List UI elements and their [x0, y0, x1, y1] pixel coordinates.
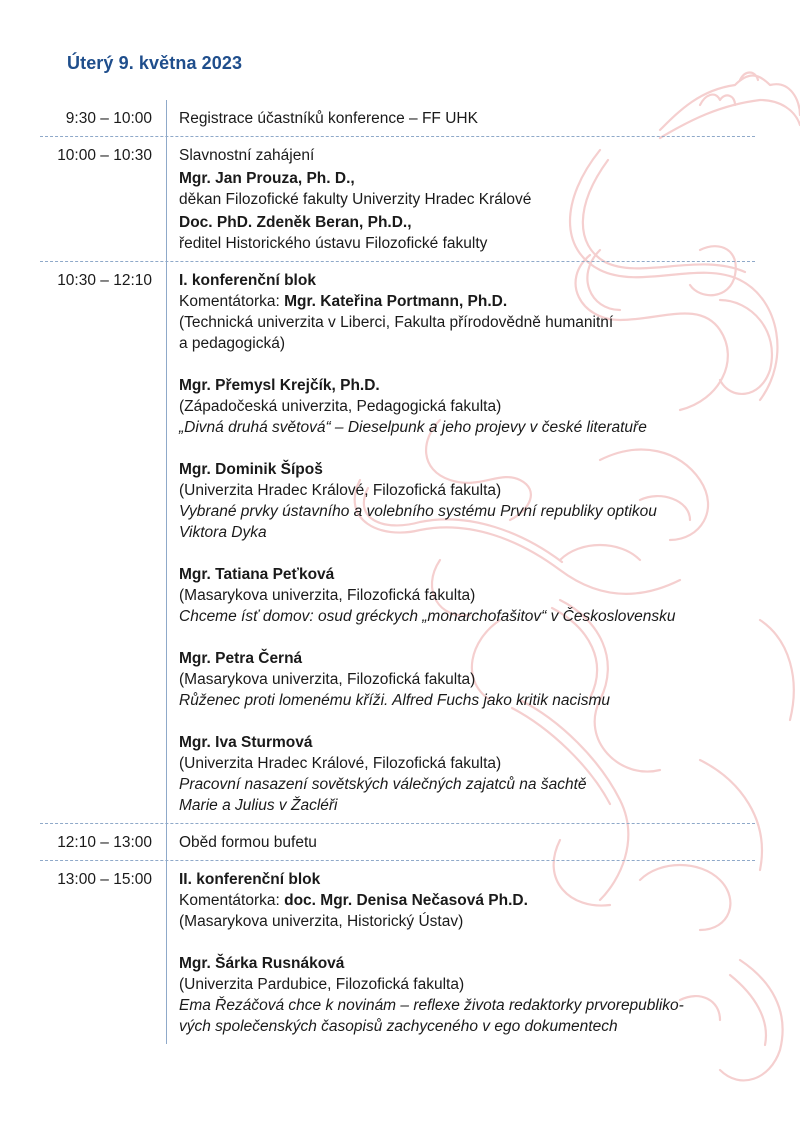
talk-title: Viktora Dyka — [179, 524, 267, 541]
talk-affiliation: (Univerzita Pardubice, Filozofická fakulta) — [179, 976, 465, 993]
talk-affiliation: (Univerzita Hradec Králové, Filozofická fakulta) — [179, 482, 502, 499]
schedule-row-block-1 — [40, 261, 755, 823]
talk-title: Marie a Julius v Žacléři — [179, 797, 338, 814]
talk-speaker: Mgr. Dominik Šípoš — [179, 461, 323, 478]
talk-title: Pracovní nasazení sovětských válečných zajatců na šachtě — [179, 776, 587, 793]
talk-speaker: Mgr. Petra Černá — [179, 650, 303, 667]
session-title: Oběd formou bufetu — [179, 834, 317, 851]
schedule-row-registration — [40, 100, 755, 136]
session-content — [166, 262, 755, 823]
commentator-affiliation: (Technická univerzita v Liberci, Fakulta přírodovědně humanitní — [179, 314, 614, 331]
talk-speaker: Mgr. Šárka Rusnáková — [179, 955, 345, 972]
talk-affiliation: (Masarykova univerzita, Filozofická fakulta) — [179, 671, 476, 688]
commentator-affiliation: (Masarykova univerzita, Historický Ústav) — [179, 913, 464, 930]
talk-item — [179, 732, 755, 816]
talk-item — [179, 648, 755, 711]
commentator-label: Komentátorka: — [179, 293, 285, 310]
day-title: Úterý 9. května 2023 — [67, 53, 243, 73]
commentator-name: doc. Mgr. Denisa Nečasová Ph.D. — [284, 892, 528, 909]
commentator-name: Mgr. Kateřina Portmann, Ph.D. — [284, 293, 508, 310]
speaker-role: ředitel Historického ústavu Filozofické fakulty — [179, 235, 488, 252]
schedule-table — [40, 100, 755, 1044]
talk-title: Chceme ísť domov: osud gréckych „monarchofašitov“ v Československu — [179, 608, 676, 625]
talk-title: Ema Řezáčová chce k novinám – reflexe života redaktorky prvorepubliko- — [179, 997, 684, 1014]
time-slot: 9:30 – 10:00 — [65, 110, 152, 127]
talk-item — [179, 459, 755, 543]
block-title: II. konferenční blok — [179, 871, 321, 888]
commentator-line — [179, 291, 755, 312]
talk-title: „Divná druhá světová“ – Dieselpunk a jeho projevy v české literatuře — [179, 419, 647, 436]
time-slot: 12:10 – 13:00 — [57, 834, 152, 851]
schedule-row-opening — [40, 136, 755, 261]
session-title: Slavnostní zahájení — [179, 147, 315, 164]
commentator-line — [179, 890, 755, 911]
talk-speaker: Mgr. Iva Sturmová — [179, 734, 313, 751]
schedule-row-block-2 — [40, 860, 755, 1044]
speaker-name: Doc. PhD. Zdeněk Beran, Ph.D., — [179, 214, 412, 231]
session-title: Registrace účastníků konference – FF UHK — [179, 110, 478, 127]
block-title: I. konferenční blok — [179, 272, 316, 289]
session-content — [166, 100, 755, 136]
talk-title: Vybrané prvky ústavního a volebního systému První republiky optikou — [179, 503, 657, 520]
session-content — [166, 861, 755, 1044]
session-content — [166, 824, 755, 860]
speaker-role: děkan Filozofické fakulty Univerzity Hradec Králové — [179, 191, 532, 208]
talk-title: Růženec proti lomenému kříži. Alfred Fuchs jako kritik nacismu — [179, 692, 610, 709]
time-slot: 10:30 – 12:10 — [57, 272, 152, 289]
time-slot: 13:00 – 15:00 — [57, 871, 152, 888]
talk-speaker: Mgr. Přemysl Krejčík, Ph.D. — [179, 377, 380, 394]
talk-affiliation: (Západočeská univerzita, Pedagogická fakulta) — [179, 398, 502, 415]
talk-affiliation: (Univerzita Hradec Králové, Filozofická fakulta) — [179, 755, 502, 772]
commentator-affiliation: a pedagogická) — [179, 335, 285, 352]
session-content — [166, 137, 755, 261]
talk-item — [179, 953, 755, 1037]
talk-item — [179, 375, 755, 438]
talk-speaker: Mgr. Tatiana Peťková — [179, 566, 335, 583]
talk-item — [179, 564, 755, 627]
speaker-name: Mgr. Jan Prouza, Ph. D., — [179, 170, 355, 187]
commentator-label: Komentátorka: — [179, 892, 285, 909]
schedule-row-lunch — [40, 823, 755, 860]
time-slot: 10:00 – 10:30 — [57, 147, 152, 164]
talk-title: vých společenských časopisů zachyceného v ego dokumentech — [179, 1018, 618, 1035]
talk-affiliation: (Masarykova univerzita, Filozofická fakulta) — [179, 587, 476, 604]
